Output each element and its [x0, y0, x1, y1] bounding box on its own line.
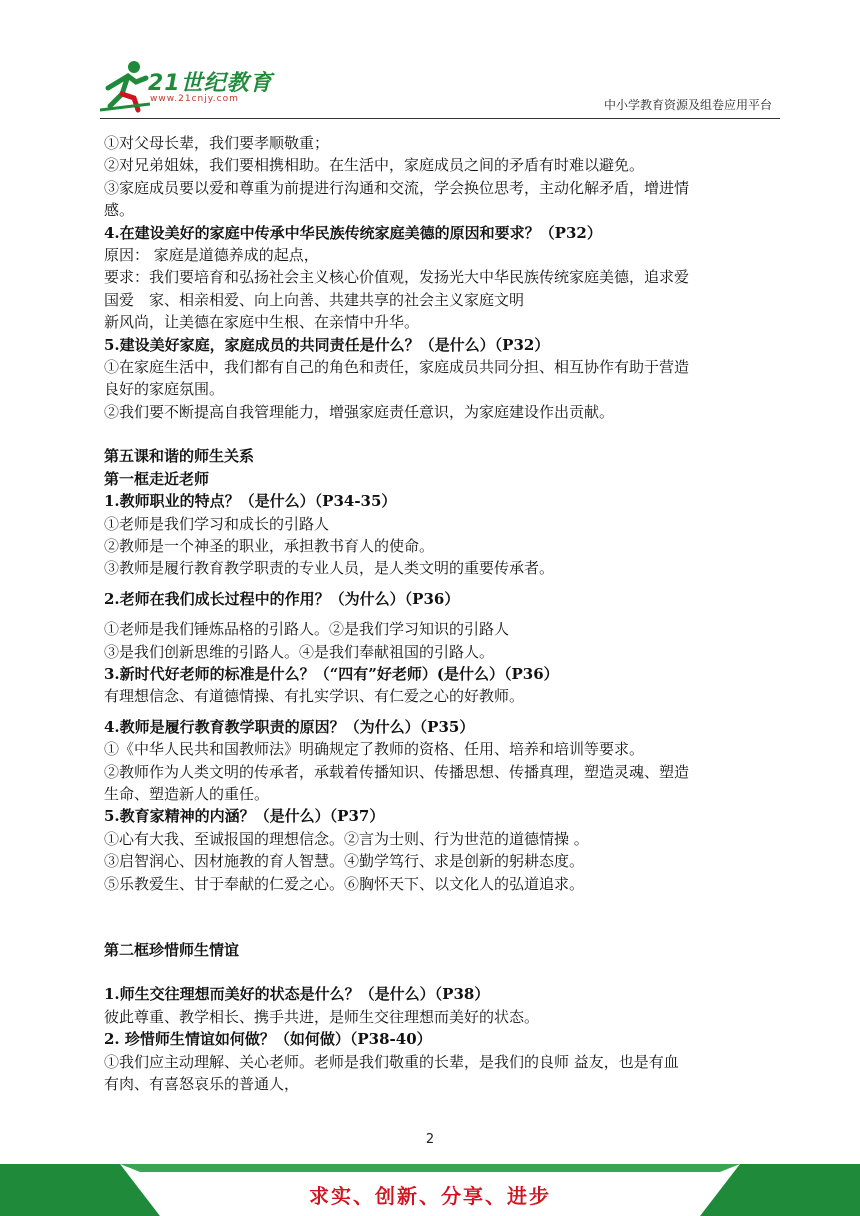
logo: [100, 58, 273, 114]
text-line: ②教师作为人类文明的传承者，承载着传播知识、传播思想、传播真理，塑造灵魂、塑造: [104, 762, 690, 781]
question-heading: 1.师生交往理想而美好的状态是什么？（是什么）（P38）: [104, 985, 490, 1004]
text-line: ①老师是我们锤炼品格的引路人。②是我们学习知识的引路人: [104, 620, 510, 639]
text-line: 原因： 家庭是道德养成的起点，: [104, 246, 319, 265]
text-line: 感。: [104, 201, 135, 220]
spacer: [104, 423, 780, 445]
spacer: [104, 708, 780, 716]
question-heading: 2.老师在我们成长过程中的作用？（为什么）（P36）: [104, 589, 460, 608]
question-heading: 1.教师职业的特点？（是什么）（P34-35）: [104, 492, 397, 511]
text-line: ①对父母长辈，我们要孝顺敬重；: [104, 134, 330, 152]
text-line: 国爱 家、相亲相爱、向上向善、共建共享的社会主义家庭文明: [104, 290, 525, 309]
text-line: 良好的家庭氛围。: [104, 380, 225, 399]
logo-url: www.21cnjy.com: [150, 94, 239, 104]
lesson-title: 第五课和谐的师生关系: [104, 447, 255, 466]
text-line: ①心有大我、至诚报国的理想信念。②言为士则、行为世范的道德情操 。: [104, 829, 589, 848]
runner-logo-icon: [100, 58, 152, 114]
spacer: [104, 917, 780, 939]
text-line: 要求：我们要培育和弘扬社会主义核心价值观，发扬光大中华民族传统家庭美德，追求爱: [104, 268, 690, 287]
logo-text: 21世纪教育: [148, 71, 273, 96]
spacer: [104, 961, 780, 983]
page-number: 2: [425, 1132, 435, 1147]
text-line: 有肉、有喜怒哀乐的普通人，: [104, 1075, 300, 1094]
question-heading: 4.在建设美好的家庭中传承中华民族传统家庭美德的原因和要求？（P32）: [104, 223, 602, 242]
document-body: [104, 132, 780, 1095]
question-heading: 5.教育家精神的内涵？（是什么）（P37）: [104, 807, 385, 826]
text-line: ①老师是我们学习和成长的引路人: [104, 514, 330, 533]
text-line: ①在家庭生活中，我们都有自己的角色和责任，家庭成员共同分担、相互协作有助于营造: [104, 358, 690, 377]
text-line: ③是我们创新思维的引路人。④是我们奉献祖国的引路人。: [104, 642, 495, 661]
text-line: ①我们应主动理解、关心老师。老师是我们敬重的长辈，是我们的良师 益友，也是有血: [104, 1052, 679, 1071]
header-divider: [100, 118, 780, 119]
platform-title: 中小学教育资源及组卷应用平台: [603, 98, 772, 112]
question-heading: 3.新时代好老师的标准是什么？（“四有”好老师）(是什么）（P36）: [104, 664, 559, 683]
text-line: 生命、塑造新人的重任。: [104, 784, 270, 803]
section-title: 第一框走近老师: [104, 469, 210, 488]
text-line: ②对兄弟姐妹，我们要相携相助。在生活中，家庭成员之间的矛盾有时难以避免。: [104, 156, 645, 175]
spacer: [104, 610, 780, 618]
text-line: ②我们要不断提高自我管理能力，增强家庭责任意识，为家庭建设作出贡献。: [104, 402, 615, 421]
text-line: 有理想信念、有道德情操、有扎实学识、有仁爱之心的好教师。: [104, 687, 525, 706]
text-line: ③教师是履行教育教学职责的专业人员，是人类文明的重要传承者。: [104, 559, 555, 578]
text-line: ⑤乐教爱生、甘于奉献的仁爱之心。⑥胸怀天下、以文化人的弘道追求。: [104, 874, 585, 893]
question-heading: 5.建设美好家庭，家庭成员的共同责任是什么？（是什么）（P32）: [104, 335, 550, 354]
text-line: ③启智润心、因材施教的育人智慧。④勤学笃行、求是创新的躬耕态度。: [104, 852, 585, 871]
text-line: ③家庭成员要以爱和尊重为前提进行沟通和交流，学会换位思考，主动化解矛盾，增进情: [104, 178, 690, 197]
text-line: ②教师是一个神圣的职业，承担教书育人的使命。: [104, 536, 435, 555]
text-line: 彼此尊重、教学相长、携手共进，是师生交往理想而美好的状态。: [104, 1007, 540, 1026]
page-header: [0, 0, 860, 120]
question-heading: 4.教师是履行教育教学职责的原因？（为什么）（P35）: [104, 717, 475, 736]
question-heading: 2. 珍惜师生情谊如何做？（如何做）（P38-40）: [104, 1030, 432, 1049]
footer-slogan: 求实、创新、分享、进步: [309, 1184, 551, 1208]
text-line: 新风尚，让美德在家庭中生根、在亲情中升华。: [104, 313, 420, 332]
section-title: 第二框珍惜师生情谊: [104, 941, 240, 959]
spacer: [104, 895, 780, 917]
spacer: [104, 580, 780, 588]
text-line: ①《中华人民共和国教师法》明确规定了教师的资格、任用、培养和培训等要求。: [104, 740, 645, 759]
